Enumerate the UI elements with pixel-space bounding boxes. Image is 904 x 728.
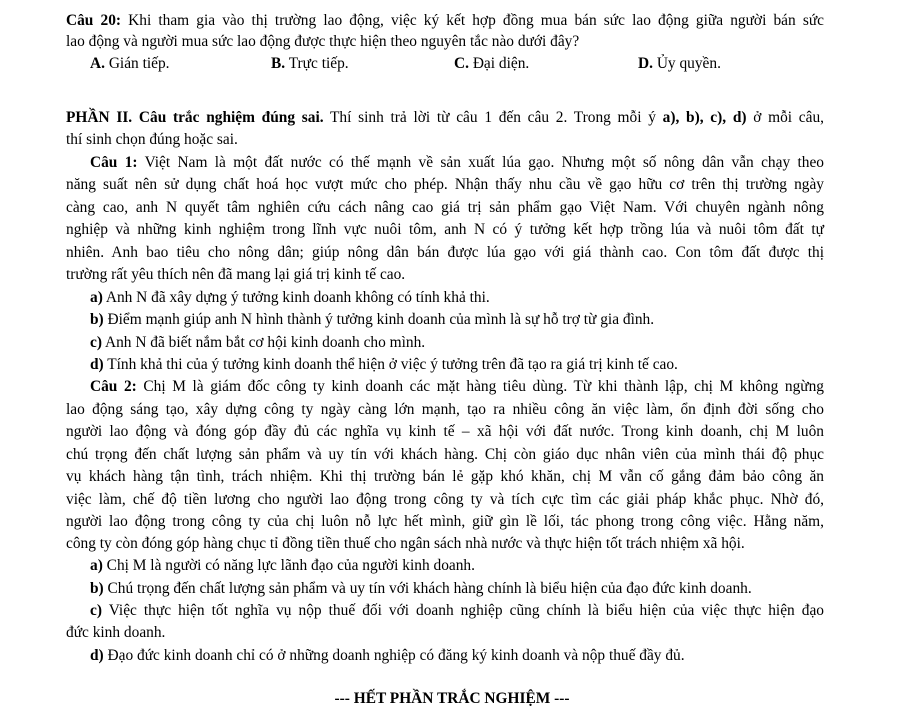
q2-item-b: b) Chú trọng đến chất lượng sản phẩm và uy tín với khách hàng chính là biểu hiện của đạo đức kinh doanh.: [90, 580, 752, 597]
part2-intro-line-2: thí sinh chọn đúng hoặc sai.: [66, 131, 238, 148]
q1-paragraph-line-6: trường rất yêu thích nên đã mang lại giá trị kinh tế cao.: [66, 266, 406, 283]
q1-paragraph-line-3: càng cao, anh N quyết tâm nghiên cứu cách nâng cao giá trị sản phẩm gạo Việt Nam. Với chuyên ngành nông: [66, 199, 824, 216]
q2-item-c-line-2: đức kinh doanh.: [66, 624, 166, 641]
q1-paragraph-line-1: Câu 1: Việt Nam là một đất nước có thế mạnh về sản xuất lúa gạo. Nhưng một số nông dân vẫn chạy theo: [90, 154, 824, 171]
q20-option-c: C. Đại diện.: [454, 55, 530, 72]
q1-item-a: a) Anh N đã xây dựng ý tưởng kinh doanh không có tính khả thi.: [90, 289, 490, 306]
q1-paragraph-line-2: năng suất nên sử dụng chất hoá học vượt mức cho phép. Nhận thấy nhu cầu về gạo hữu cơ trên thị trường ngày: [66, 176, 824, 193]
q2-paragraph-line-1: Câu 2: Chị M là giám đốc công ty kinh doanh các mặt hàng tiêu dùng. Từ khi thành lập, chị M không ngừng: [90, 378, 824, 395]
q20-stem-line-2: lao động và người mua sức lao động được thực hiện theo nguyên tắc nào dưới đây?: [66, 33, 580, 50]
q2-item-d: d) Đạo đức kinh doanh chỉ có ở những doanh nghiệp có đăng ký kinh doanh và nộp thuế đầy đủ.: [90, 647, 685, 664]
q2-paragraph-line-5: vụ khách hàng tận tình, trách nhiệm. Khi thị trường bán lẻ gặp khó khăn, chị M vẫn cố gắng đảm bảo công ăn: [66, 468, 824, 485]
q1-paragraph-line-4: nghiệp và những kinh nghiệm trong lĩnh vực nuôi tôm, anh N có ý tưởng kết hợp trồng lúa và nuôi tôm đất tự: [66, 221, 824, 238]
q1-item-d: d) Tính khả thi của ý tưởng kinh doanh thể hiện ở việc ý tưởng trên đã tạo ra giá trị kinh tế cao.: [90, 356, 678, 373]
q2-item-c: c) Việc thực hiện tốt nghĩa vụ nộp thuế đối với doanh nghiệp cũng chính là biểu hiện của việc thực hiện đạo: [90, 602, 824, 619]
q2-label: Câu 2:: [90, 378, 137, 395]
q2-paragraph-line-2: lao động sáng tạo, xây dựng công ty ngày càng lớn mạnh, tạo ra nhiều công ăn việc làm, ổn định đời sống cho: [66, 401, 824, 418]
q20-label: Câu 20:: [66, 12, 122, 29]
q2-paragraph-line-6: việc làm, chế độ tiền lương cho người lao động trong công ty và tích cực tìm các giải pháp khắc phục. Nhờ đó,: [66, 491, 824, 508]
q1-item-b: b) Điểm mạnh giúp anh N hình thành ý tưởng kinh doanh của mình là sự hỗ trợ từ gia đình.: [90, 311, 655, 328]
q2-item-a: a) Chị M là người có năng lực lãnh đạo của người kinh doanh.: [90, 557, 475, 574]
q20-option-b: B. Trực tiếp.: [271, 55, 349, 72]
q2-paragraph-line-7: người lao động trong công ty của chị luôn nỗ lực hết mình, giữ gìn lề lối, tác phong trong công việc. Hằng năm,: [66, 513, 824, 530]
end-of-section-footer: --- HẾT PHẦN TRẮC NGHIỆM ---: [334, 690, 570, 707]
part2-heading: PHẦN II. Câu trắc nghiệm đúng sai. Thí sinh trả lời từ câu 1 đến câu 2. Trong mỗi ý a), b), c), d) ở mỗi câu,: [66, 109, 824, 126]
part2-title: PHẦN II. Câu trắc nghiệm đúng sai.: [66, 109, 324, 126]
q20-option-d: D. Ủy quyền.: [638, 55, 721, 72]
q20-stem-line-1: Câu 20: Khi tham gia vào thị trường lao động, việc ký kết hợp đồng mua bán sức lao động giữa người bán sức: [66, 12, 824, 29]
q20-option-a: A. Gián tiếp.: [90, 55, 170, 72]
q2-paragraph-line-4: chú trọng đến chất lượng sản phẩm và uy tín với khách hàng. Chị còn giáo dục nhân viên của mình thái độ phục: [66, 446, 824, 463]
q2-paragraph-line-3: người lao động và đóng góp đầy đủ các nghĩa vụ kinh tế – xã hội với đất nước. Trong kinh doanh, chị M luôn: [66, 423, 824, 440]
q1-paragraph-line-5: nhiên. Anh bao tiêu cho nông dân; giúp nông dân bán được lúa gạo với giá thành cao. Con tôm đất được thị: [66, 244, 824, 261]
q1-label: Câu 1:: [90, 154, 138, 171]
q2-paragraph-line-8: công ty còn đóng góp hàng chục tỉ đồng tiền thuế cho ngân sách nhà nước và thực hiện tốt trách nhiệm xã hội.: [66, 535, 745, 552]
q1-item-c: c) Anh N đã biết nắm bắt cơ hội kinh doanh cho mình.: [90, 334, 426, 351]
